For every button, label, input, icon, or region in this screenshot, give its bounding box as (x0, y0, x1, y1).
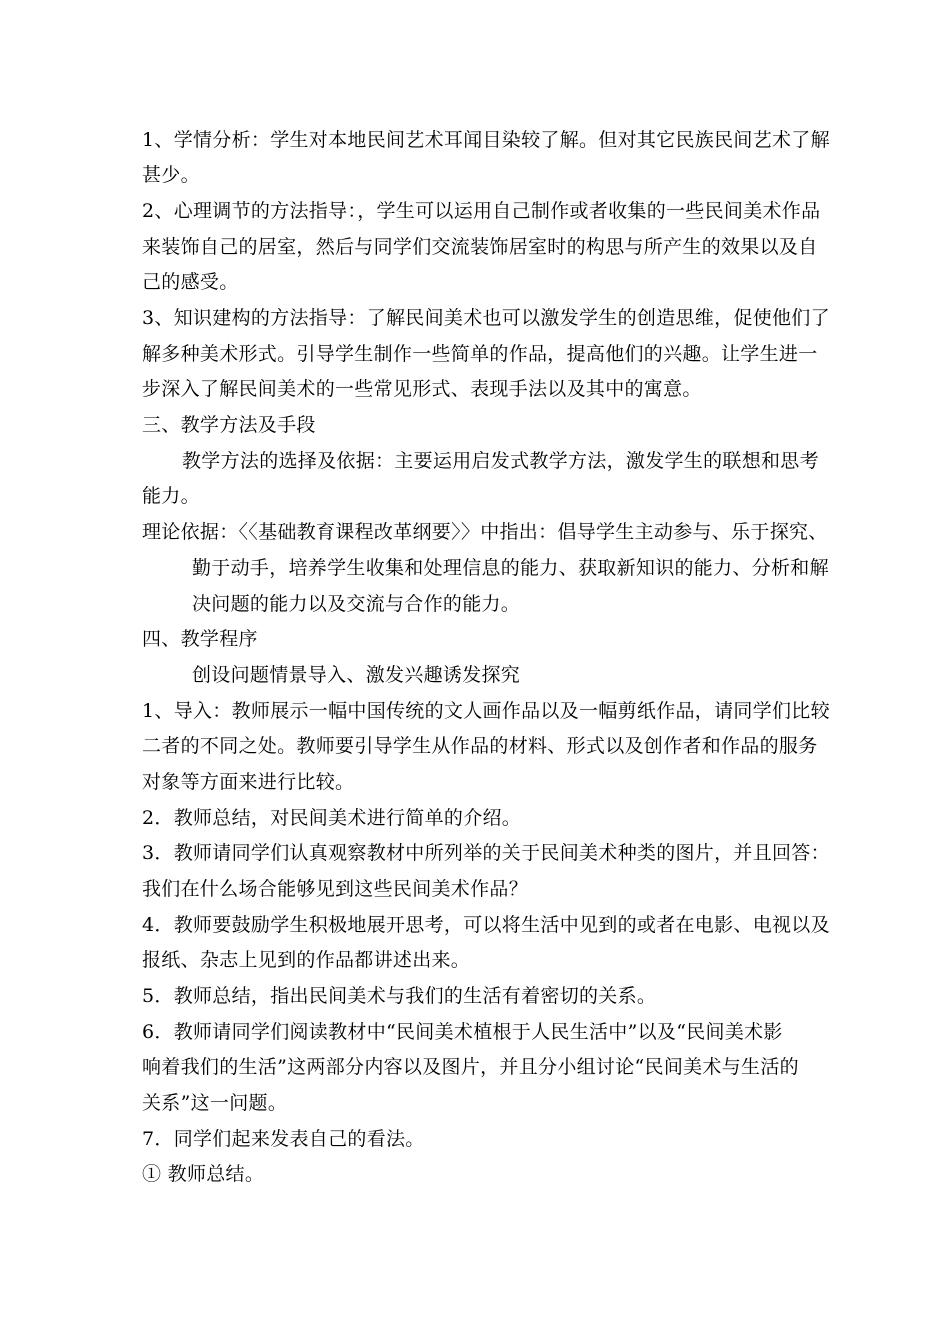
section-heading: 三、教学方法及手段 (142, 414, 316, 436)
text-line: 1、学情分析：学生对本地民间艺术耳闻目染较了解。但对其它民族民间艺术了解 (142, 129, 830, 151)
text-line: 勤于动手，培养学生收集和处理信息的能力、获取新知识的能力、分析和解 (192, 557, 829, 579)
text-line: 2、心理调节的方法指导：，学生可以运用自己制作或者收集的一些民间美术作品 (142, 200, 821, 222)
text-line: 创设问题情景导入、激发兴趣诱发探究 (192, 664, 521, 686)
text-line: 关系”这一问题。 (142, 1092, 288, 1114)
text-line: 教学方法的选择及依据：主要运用启发式教学方法，激发学生的联想和思考 (182, 450, 819, 472)
text-line: 报纸、杂志上见到的作品都讲述出来。 (142, 949, 471, 971)
text-line: 5．教师总结，指出民间美术与我们的生活有着密切的关系。 (142, 985, 657, 1007)
text-line: 二者的不同之处。教师要引导学生从作品的材料、形式以及创作者和作品的服务 (142, 735, 818, 757)
text-line: 步深入了解民间美术的一些常见形式、表现手法以及其中的寓意。 (142, 378, 702, 400)
text-line: 6．教师请同学们阅读教材中“民间美术植根于人民生活中”以及“民间美术影 (142, 1021, 783, 1043)
text-line: 解多种美术形式。引导学生制作一些简单的作品，提高他们的兴趣。让学生进一 (142, 343, 818, 365)
text-line: 7．同学们起来发表自己的看法。 (142, 1128, 425, 1150)
text-line: 2．教师总结，对民间美术进行简单的介绍。 (142, 807, 522, 829)
text-line: 能力。 (142, 485, 200, 507)
text-line: 响着我们的生活”这两部分内容以及图片，并且分小组讨论“民间美术与生活的 (142, 1056, 799, 1078)
text-line: 来装饰自己的居室，然后与同学们交流装饰居室时的构思与所产生的效果以及自 (142, 236, 818, 258)
text-line: 1、导入：教师展示一幅中国传统的文人画作品以及一幅剪纸作品，请同学们比较 (142, 700, 830, 722)
text-line: 4．教师要鼓励学生积极地展开思考，可以将生活中见到的或者在电影、电视以及 (142, 914, 830, 936)
text-line: 我们在什么场合能够见到这些民间美术作品？ (142, 878, 529, 900)
text-line: 3．教师请同学们认真观察教材中所列举的关于民间美术种类的图片，并且回答： (142, 842, 830, 864)
text-line: 对象等方面来进行比较。 (142, 771, 355, 793)
text-line: 3、知识建构的方法指导：了解民间美术也可以激发学生的创造思维，促使他们了 (142, 307, 830, 329)
section-heading: 四、教学程序 (142, 628, 258, 650)
text-line: 己的感受。 (142, 271, 239, 293)
text-line: 理论依据：〈〈基础教育课程改革纲要〉〉中指出：倡导学生主动参与、乐于探究、 (142, 521, 828, 543)
text-line: 决问题的能力以及交流与合作的能力。 (192, 593, 521, 615)
text-line: ① 教师总结。 (142, 1163, 265, 1185)
text-line: 甚少。 (142, 164, 200, 186)
